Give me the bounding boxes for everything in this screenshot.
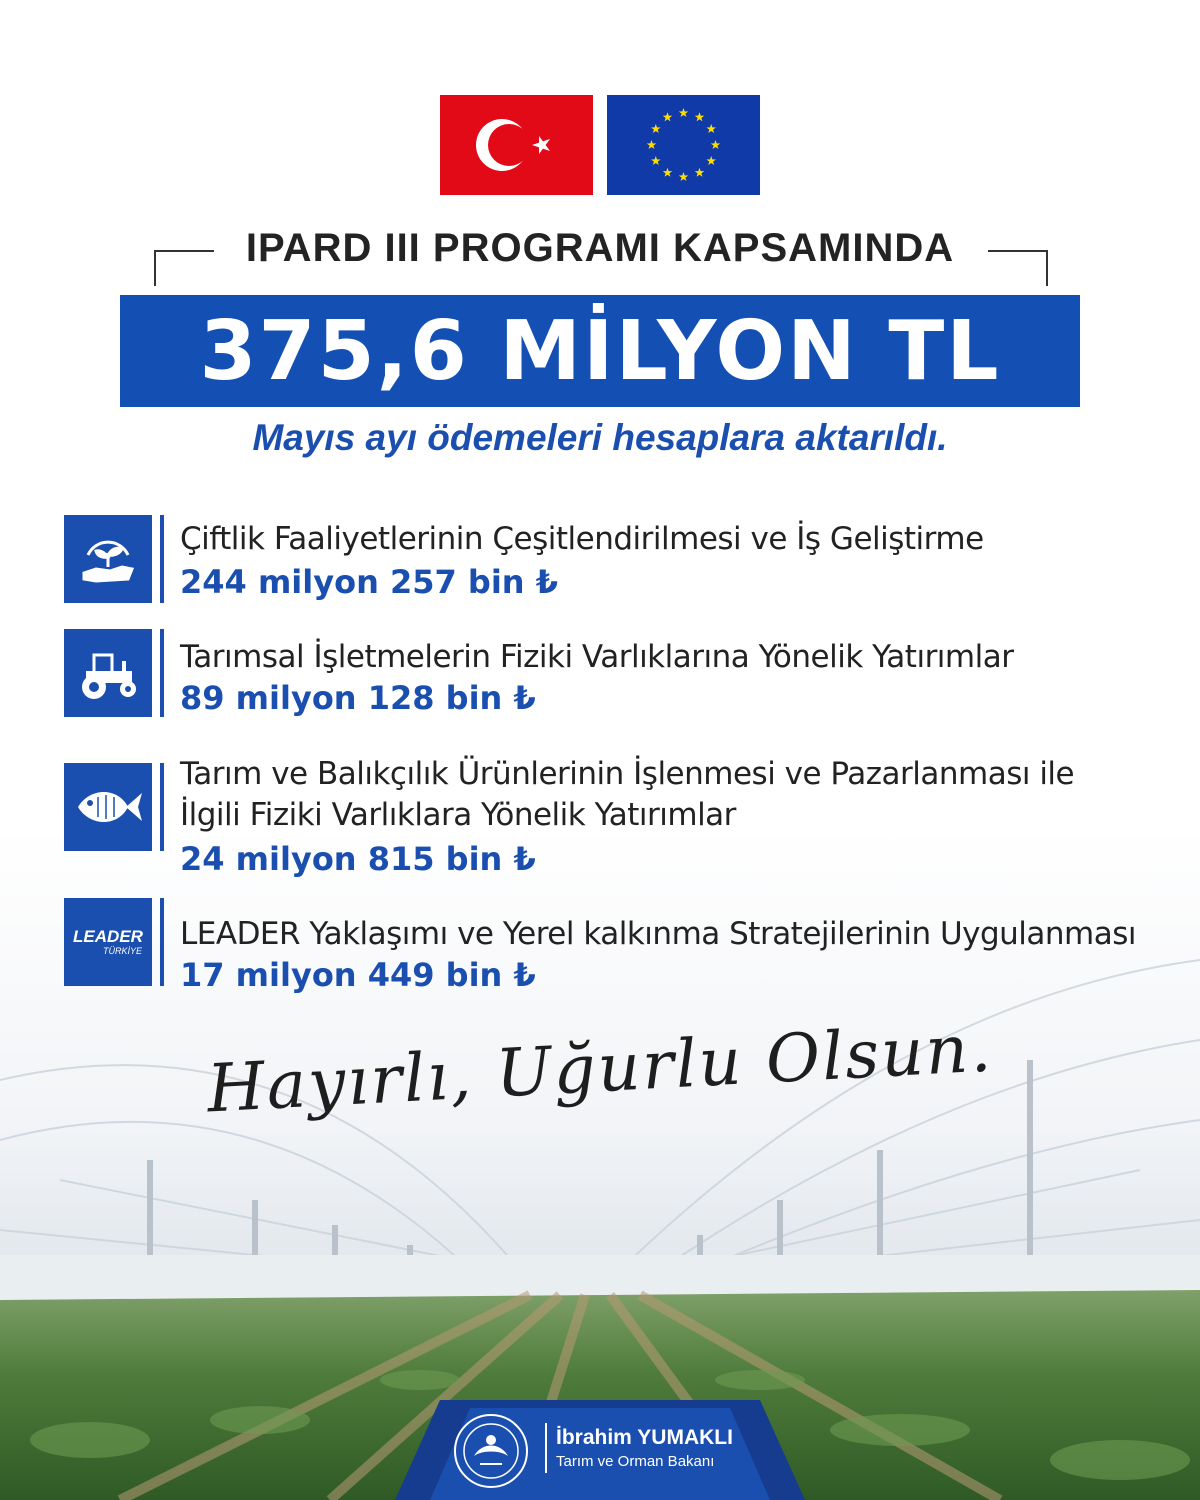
eu-star-icon [663, 168, 673, 177]
leader-logo-subtext: TÜRKİYE [102, 946, 142, 956]
ministry-logo-icon [452, 1412, 530, 1490]
eu-star-icon [679, 108, 689, 117]
hand-plant-icon [64, 515, 152, 603]
leader-logo-icon [64, 898, 152, 986]
item-divider [160, 515, 164, 603]
minister-name: İbrahim YUMAKLI [556, 1426, 733, 1449]
item-value-leader: 17 milyon 449 bin ₺ [180, 956, 536, 994]
item-value-farm-diversification: 244 milyon 257 bin ₺ [180, 563, 558, 601]
fish-icon [64, 763, 152, 851]
minister-title: Tarım ve Orman Bakanı [556, 1453, 715, 1470]
eu-star-icon [651, 156, 661, 165]
signature-message: Hayırlı, Uğurlu Olsun. [205, 1009, 995, 1128]
eu-star-icon [647, 140, 657, 149]
eu-star-icon [695, 112, 705, 121]
item-label-farm-diversification: Çiftlik Faaliyetlerinin Çeşitlendirilmesi ve İş Geliştirme [180, 521, 984, 557]
eu-star-icon [706, 124, 716, 133]
item-divider [160, 763, 164, 851]
item-value-physical-assets: 89 milyon 128 bin ₺ [180, 679, 536, 717]
item-label-processing-line-2: İlgili Fiziki Varlıklara Yönelik Yatırımlar [180, 797, 736, 833]
total-amount: 375,6 MİLYON TL [199, 303, 1001, 399]
eu-star-icon [663, 112, 673, 121]
eu-star-icon [651, 124, 661, 133]
payment-subtitle: Mayıs ayı ödemeleri hesaplara aktarıldı. [252, 417, 948, 458]
item-label-leader: LEADER Yaklaşımı ve Yerel kalkınma Stratejilerinin Uygulanması [180, 916, 1137, 952]
leader-logo-text: LEADER [73, 927, 143, 946]
eu-star-icon [706, 156, 716, 165]
program-title: IPARD III PROGRAMI KAPSAMINDA [245, 226, 955, 270]
eu-flag [607, 95, 760, 195]
turkish-flag [440, 95, 593, 195]
item-value-processing: 24 milyon 815 bin ₺ [180, 840, 536, 878]
amount-banner [120, 295, 1080, 407]
tractor-icon [64, 629, 152, 717]
footer-banner [0, 1400, 1200, 1500]
item-divider [160, 629, 164, 717]
eu-star-icon [679, 172, 689, 181]
eu-star-icon [695, 168, 705, 177]
footer-divider [545, 1423, 547, 1473]
item-divider [160, 898, 164, 986]
eu-star-icon [711, 140, 721, 149]
item-label-processing-line-1: Tarım ve Balıkçılık Ürünlerinin İşlenmesi ve Pazarlanması ile [180, 756, 1075, 792]
item-label-physical-assets: Tarımsal İşletmelerin Fiziki Varlıklarına Yönelik Yatırımlar [180, 639, 1014, 675]
